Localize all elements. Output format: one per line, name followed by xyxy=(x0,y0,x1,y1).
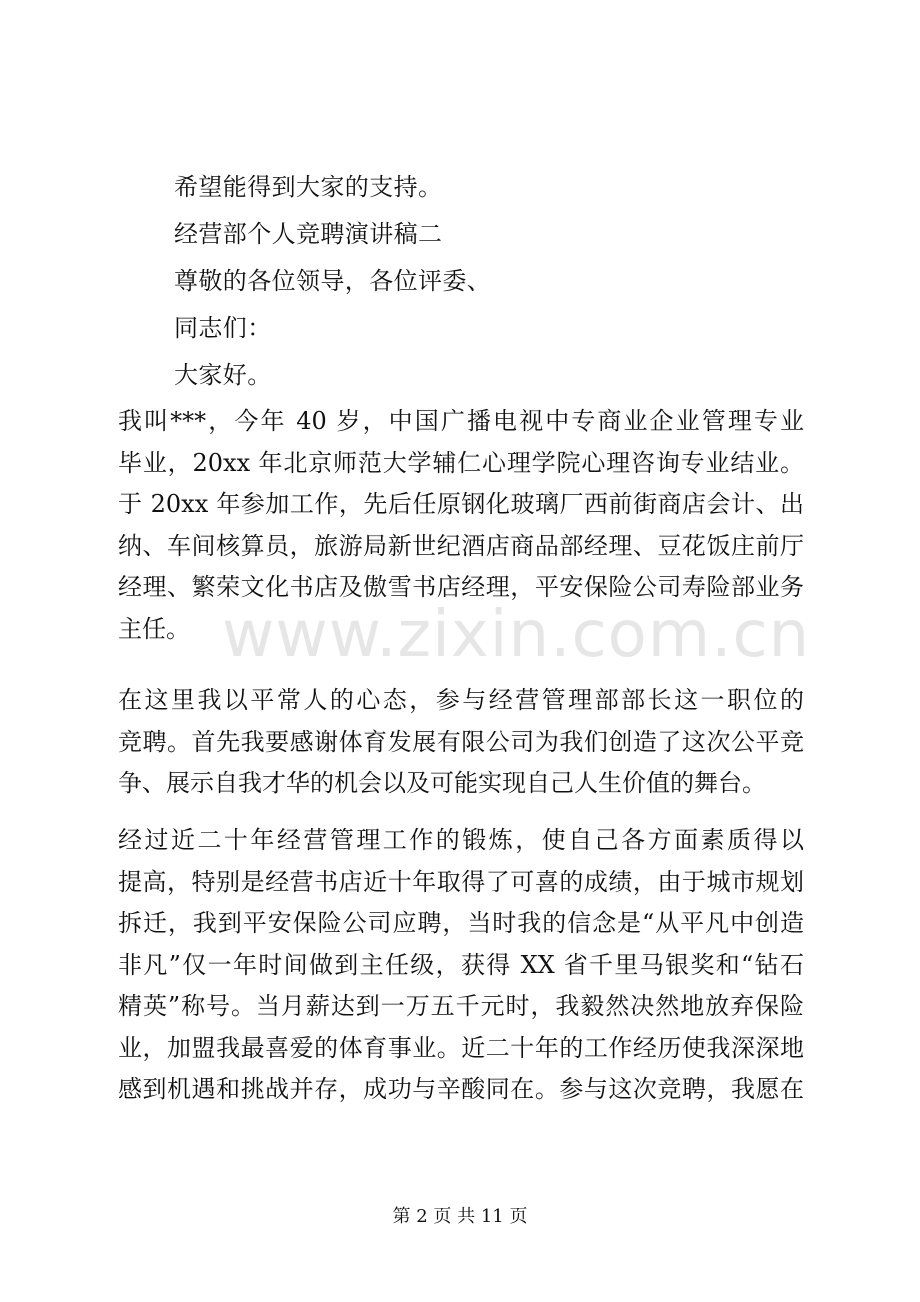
paragraph-line: 提高，特别是经营书店近十年取得了可喜的成绩，由于城市规划 xyxy=(118,867,804,896)
paragraph-line: 毕业，20xx 年北京师范大学辅仁心理学院心理咨询专业结业。 xyxy=(118,448,804,477)
paragraph-line: 我叫***，今年 40 岁，中国广播电视中专商业企业管理专业 xyxy=(118,407,804,435)
paragraph-line: 精英”称号。当月薪达到一万五千元时，我毅然决然地放弃保险 xyxy=(118,992,804,1020)
watermark-text: www.zixin.com.cn xyxy=(222,598,811,672)
paragraph-3 xyxy=(118,820,804,1111)
paragraph-line: 经理、繁荣文化书店及傲雪书店经理，平安保险公司寿险部业务 xyxy=(118,573,804,601)
paragraph-line: 经过近二十年经营管理工作的锻炼，使自己各方面素质得以 xyxy=(118,826,804,854)
section-title: 经营部个人竞聘演讲稿二 xyxy=(174,220,443,248)
paragraph-line: 非凡”仅一年时间做到主任级，获得 XX 省千里马银奖和“钻石 xyxy=(118,950,804,979)
paragraph-line: 感到机遇和挑战并存，成功与辛酸同在。参与这次竞聘，我愿在 xyxy=(118,1075,804,1103)
paragraph-line: 拆迁，我到平安保险公司应聘，当时我的信念是“从平凡中创造 xyxy=(118,909,804,937)
paragraph-1 xyxy=(118,401,804,650)
paragraph-line: 竞聘。首先我要感谢体育发展有限公司为我们创造了这次公平竞 xyxy=(118,727,804,756)
paragraph-line: 业，加盟我最喜爱的体育事业。近二十年的工作经历使我深深地 xyxy=(118,1033,804,1062)
salutation-line: 尊敬的各位领导，各位评委、 xyxy=(174,267,492,295)
paragraph-2 xyxy=(118,680,804,805)
intro-lines xyxy=(174,164,806,399)
page-footer: 第 2 页 共 11 页 xyxy=(392,1206,528,1227)
greeting-line: 大家好。 xyxy=(174,361,272,389)
text-line: 希望能得到大家的支持。 xyxy=(174,173,443,201)
salutation-line: 同志们： xyxy=(174,314,272,342)
paragraph-line: 纳、车间核算员，旅游局新世纪酒店商品部经理、豆花饭庄前厅 xyxy=(118,531,804,560)
paragraph-line: 争、展示自我才华的机会以及可能实现自己人生价值的舞台。 xyxy=(118,769,766,797)
paragraph-line: 于 20xx 年参加工作，先后任原钢化玻璃厂西前街商店会计、出 xyxy=(118,490,804,518)
paragraph-line: 在这里我以平常人的心态，参与经营管理部部长这一职位的 xyxy=(118,686,804,714)
paragraph-line: 主任。 xyxy=(118,614,190,643)
